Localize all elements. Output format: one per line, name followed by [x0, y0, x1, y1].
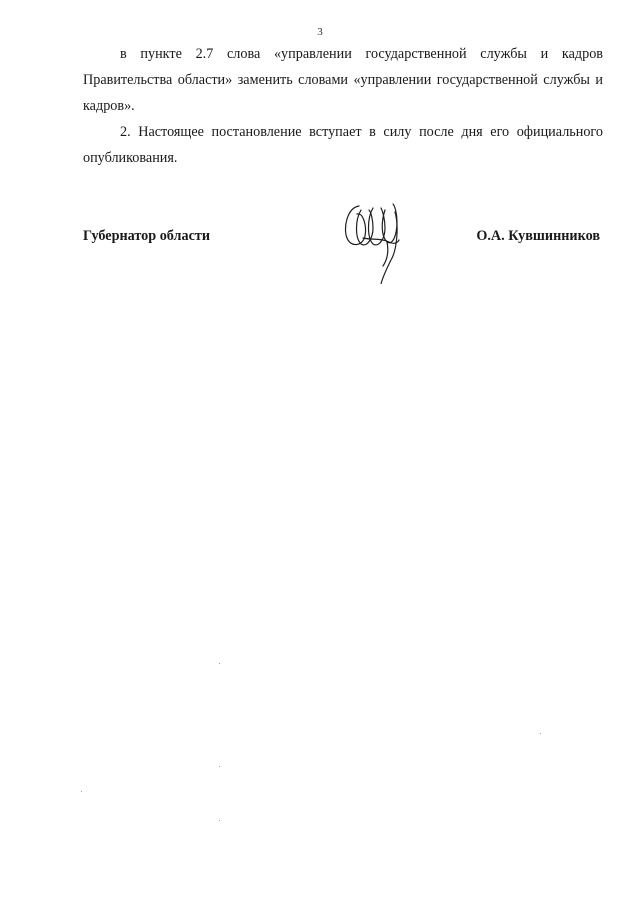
scan-speck [540, 733, 541, 734]
scan-speck [219, 766, 220, 767]
scan-speck [219, 820, 220, 821]
paragraph-effective-date: 2. Настоящее постановление вступает в силу после дня его официального опубликования. [83, 124, 603, 166]
signatory-name: О.А. Кувшинников [476, 228, 600, 244]
handwritten-signature [337, 198, 411, 284]
scan-speck [219, 663, 220, 664]
signatory-role: Губернатор области [83, 228, 211, 244]
paragraph-amendment: в пункте 2.7 слова «управлении государственной службы и кадров Правительства области» заменить словами «управлении государственной службы и кадров». [83, 46, 603, 114]
scan-speck [81, 791, 82, 792]
document-body [83, 41, 603, 171]
page-number: 3 [317, 26, 323, 38]
